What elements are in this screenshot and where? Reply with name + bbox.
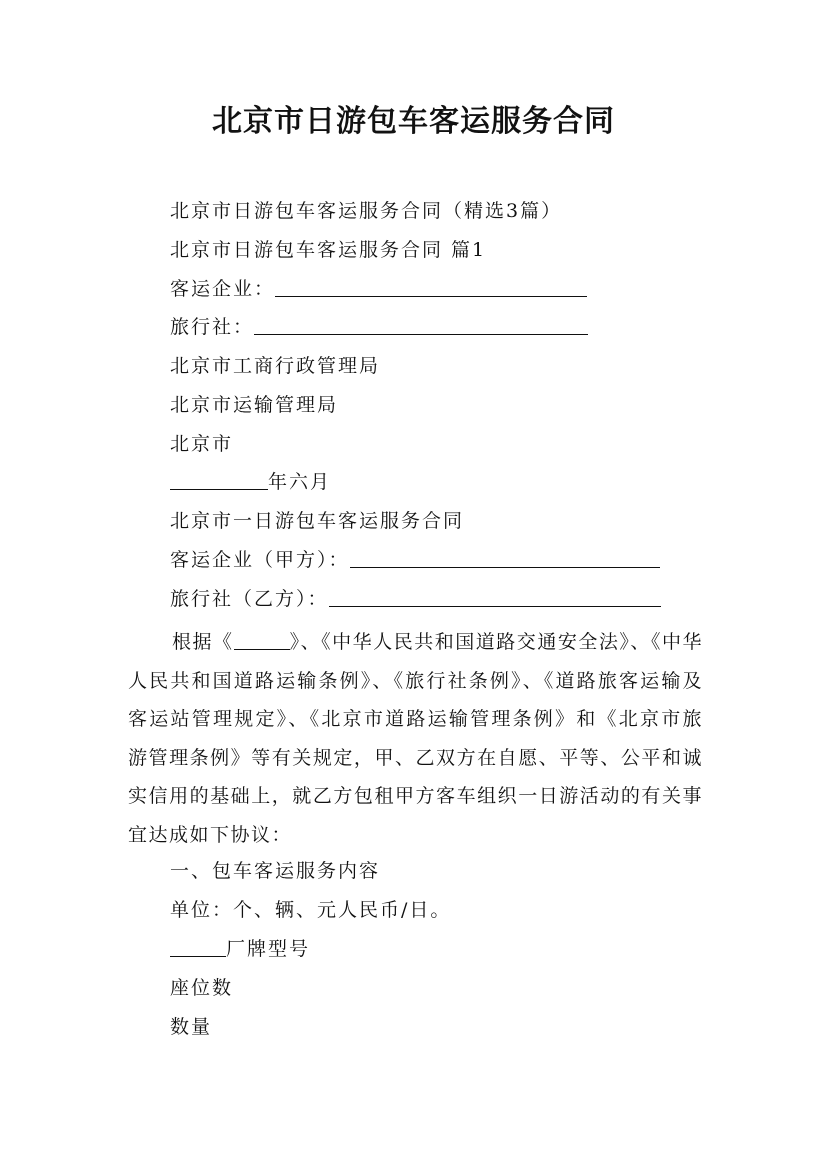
agency-line <box>170 314 588 340</box>
party-b-line <box>170 586 661 612</box>
enterprise-blank <box>275 276 587 297</box>
bureau-two-line: 北京市运输管理局 <box>170 394 339 416</box>
contract-name-line: 北京市一日游包车客运服务合同 <box>170 510 465 532</box>
brand-blank <box>170 936 226 957</box>
party-a-blank <box>350 547 660 568</box>
enterprise-line <box>170 276 587 302</box>
quantity-line: 数量 <box>170 1016 213 1038</box>
date-suffix: 年六月 <box>268 471 332 493</box>
agency-blank <box>254 314 588 335</box>
enterprise-label: 客运企业： <box>170 278 276 300</box>
part-one-heading: 北京市日游包车客运服务合同 篇1 <box>170 239 487 261</box>
regulation-name-blank <box>234 629 290 650</box>
party-b-label: 旅行社（乙方）： <box>170 588 329 610</box>
unit-line: 单位：个、辆、元人民币/日。 <box>170 899 452 921</box>
subtitle-line: 北京市日游包车客运服务合同（精选3篇） <box>170 200 563 222</box>
section-one-heading: 一、包车客运服务内容 <box>170 860 381 882</box>
party-a-line <box>170 547 660 573</box>
city-line: 北京市 <box>170 433 234 455</box>
seats-line: 座位数 <box>170 977 234 999</box>
date-line <box>170 469 331 495</box>
brand-model-label: 厂牌型号 <box>226 938 311 960</box>
document-title: 北京市日游包车客运服务合同 <box>212 104 615 139</box>
year-blank <box>170 469 268 490</box>
party-b-blank <box>329 586 661 607</box>
bureau-one-line: 北京市工商行政管理局 <box>170 355 381 377</box>
paragraph-part-a: 根据《 <box>172 631 234 653</box>
paragraph-part-b: 》、《中华人民共和国道路交通安全法》、《中华人民共和国道路运输条例》、《旅行社条例》、《道路旅客运输及客运站管理规定》、《北京市道路运输管理条例》和《北京市旅游管理条例》等有关规定，甲、乙双方在自愿、平等、公平和诚实信用的基础上，就乙方包租甲方客车组织一日游活动的有关事宜达成如下协议： <box>128 631 703 846</box>
agency-label: 旅行社： <box>170 316 255 338</box>
brand-model-line <box>170 936 310 962</box>
legal-basis-paragraph <box>128 623 703 854</box>
party-a-label: 客运企业（甲方）： <box>170 549 350 571</box>
